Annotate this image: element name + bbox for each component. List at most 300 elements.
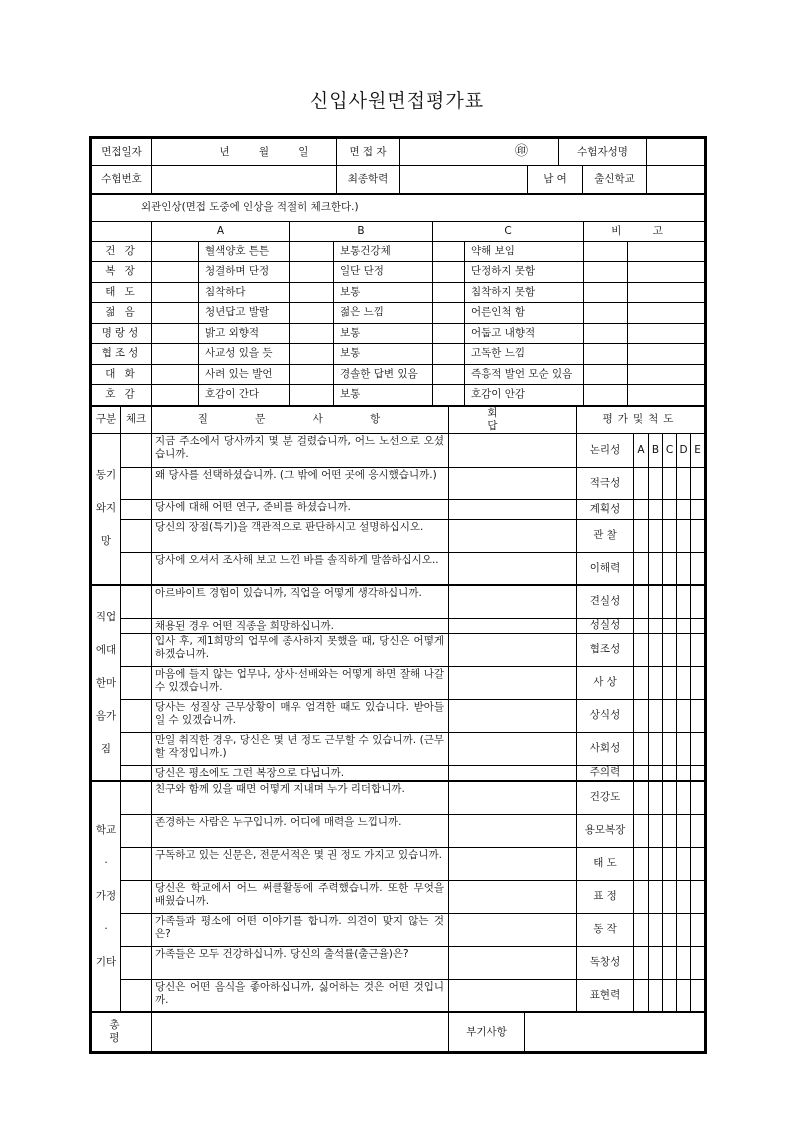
impression-row: [92, 262, 705, 283]
grade-cell[interactable]: [677, 781, 691, 814]
grade-cell[interactable]: [691, 467, 705, 499]
note-field[interactable]: [525, 1013, 704, 1051]
answer-field[interactable]: [449, 732, 577, 765]
question-row: [92, 618, 705, 633]
impression-row-label: 태 도: [92, 282, 152, 303]
answer-field[interactable]: [449, 552, 577, 585]
category-text: 한마: [95, 676, 117, 689]
rating-criterion: 동 작: [577, 913, 634, 946]
grade-cell[interactable]: [663, 946, 677, 979]
grade-cell[interactable]: [677, 880, 691, 913]
impression-row: [92, 303, 705, 324]
grade-cell[interactable]: [649, 618, 663, 633]
impression-note[interactable]: [584, 241, 628, 262]
question-row: [92, 814, 705, 847]
category-text: 음가: [95, 709, 117, 722]
question-text: 구독하고 있는 신문은, 전문서적은 몇 권 정도 가지고 있습니까.: [152, 847, 449, 880]
impression-option-a: 사교성 있을 듯: [199, 344, 290, 365]
category-text: 직업: [95, 610, 117, 623]
impression-option-b: 보통건강체: [334, 241, 433, 262]
impression-row: [92, 364, 705, 385]
impression-check-c[interactable]: [433, 262, 465, 283]
impression-check-c[interactable]: [433, 303, 465, 324]
impression-option-a: 호감이 간다: [199, 385, 290, 406]
grade-cell[interactable]: [649, 913, 663, 946]
impression-note[interactable]: [584, 364, 628, 385]
impression-check-c[interactable]: [433, 282, 465, 303]
question-text: 당신의 장점(특기)을 객관적으로 판단하시고 설명하십시오.: [152, 519, 449, 552]
grade-cell[interactable]: [677, 732, 691, 765]
grade-cell[interactable]: [677, 699, 691, 732]
grade-cell[interactable]: [649, 633, 663, 666]
grade-cell[interactable]: [691, 946, 705, 979]
impression-check-b[interactable]: [290, 344, 334, 365]
impression-heading: 외관인상(면접 도중에 인상을 적절히 체크한다.): [92, 194, 705, 221]
grade-cell[interactable]: [677, 633, 691, 666]
grade-cell[interactable]: [677, 618, 691, 633]
overall-field[interactable]: [152, 1012, 449, 1052]
grade-cell[interactable]: [634, 847, 649, 880]
gender-field[interactable]: 남 여: [528, 166, 583, 194]
question-check[interactable]: [121, 979, 152, 1012]
impression-option-b: 젊은 느낌: [334, 303, 433, 324]
impression-check-b[interactable]: [290, 364, 334, 385]
note-area: [449, 1012, 705, 1052]
grade-cell[interactable]: [677, 765, 691, 781]
question-row: [92, 699, 705, 732]
question-check[interactable]: [121, 618, 152, 633]
grade-cell[interactable]: [663, 732, 677, 765]
grade-cell[interactable]: [691, 880, 705, 913]
question-text: 당사는 성질상 근무상황이 매우 엄격한 때도 있습니다. 받아들일 수 있겠습니까.: [152, 699, 449, 732]
impression-note[interactable]: [584, 262, 628, 283]
impression-option-b: 보통: [334, 323, 433, 344]
page-title: 신입사원면접평가표: [309, 90, 485, 112]
question-text: 당신은 어떤 음식을 좋아하십니까, 싫어하는 것은 어떤 것입니까.: [152, 979, 449, 1012]
grade-cell[interactable]: [663, 633, 677, 666]
category-text: 학교: [95, 824, 117, 836]
grade-cell[interactable]: [663, 618, 677, 633]
question-row: [92, 765, 705, 781]
grade-cell[interactable]: [663, 781, 677, 814]
impression-check-a[interactable]: [152, 282, 199, 303]
grade-cell[interactable]: [691, 519, 705, 552]
impression-row-label: 호 감: [92, 385, 152, 406]
impression-check-a[interactable]: [152, 364, 199, 385]
question-row: [92, 847, 705, 880]
rating-criterion: 표 정: [577, 880, 634, 913]
grade-cell[interactable]: [691, 814, 705, 847]
impression-note[interactable]: [584, 385, 628, 406]
grade-cell[interactable]: [677, 979, 691, 1012]
grade-cell[interactable]: [691, 585, 705, 618]
note-header: 비 고: [584, 221, 705, 241]
grade-cell[interactable]: [691, 765, 705, 781]
school-label: 출신학교: [583, 166, 647, 194]
grade-cell[interactable]: [634, 499, 649, 519]
grade-cell[interactable]: [677, 847, 691, 880]
impression-option-a: 침착하다: [199, 282, 290, 303]
impression-row: [92, 385, 705, 406]
grade-cell[interactable]: [677, 519, 691, 552]
grade-cell[interactable]: [691, 781, 705, 814]
impression-option-c: 단정하지 못함: [465, 262, 584, 283]
grade-cell[interactable]: [663, 499, 677, 519]
impression-row-label: 협조성: [92, 344, 152, 365]
answer-field[interactable]: [449, 633, 577, 666]
impression-option-c: 침착하지 못함: [465, 282, 584, 303]
grade-cell[interactable]: [691, 633, 705, 666]
impression-note[interactable]: [584, 344, 628, 365]
question-row: [92, 732, 705, 765]
question-row: [92, 913, 705, 946]
answer-field[interactable]: [449, 519, 577, 552]
grade-cell[interactable]: [634, 946, 649, 979]
answer-field[interactable]: [449, 979, 577, 1012]
question-check[interactable]: [121, 781, 152, 814]
answer-field[interactable]: [449, 781, 577, 814]
examinee-name-field[interactable]: [647, 139, 705, 166]
col-c-header: C: [433, 221, 584, 241]
impression-option-c: 어둡고 내향적: [465, 323, 584, 344]
rating-criterion: 표현력: [577, 979, 634, 1012]
school-field[interactable]: [647, 166, 705, 194]
category-text: 망: [100, 535, 112, 548]
question-check[interactable]: [121, 519, 152, 552]
impression-check-c[interactable]: [433, 241, 465, 262]
grade-cell[interactable]: [677, 666, 691, 699]
question-check[interactable]: [121, 552, 152, 585]
question-check[interactable]: [121, 880, 152, 913]
grade-cell[interactable]: [649, 519, 663, 552]
answer-field[interactable]: [449, 814, 577, 847]
impression-note-extra[interactable]: [628, 262, 705, 283]
interview-date-label: 면접일자: [92, 139, 152, 166]
grade-cell[interactable]: [649, 499, 663, 519]
grade-cell[interactable]: [691, 666, 705, 699]
impression-check-b[interactable]: [290, 262, 334, 283]
grade-cell[interactable]: [634, 666, 649, 699]
impression-note-extra[interactable]: [628, 303, 705, 324]
impression-option-c: 호감이 안감: [465, 385, 584, 406]
grade-cell[interactable]: [634, 913, 649, 946]
impression-note-extra[interactable]: [628, 344, 705, 365]
impression-option-a: 사려 있는 발언: [199, 364, 290, 385]
category-text: 짐: [100, 742, 112, 755]
grade-cell[interactable]: [663, 765, 677, 781]
impression-note[interactable]: [584, 303, 628, 324]
grade-cell[interactable]: [663, 847, 677, 880]
question-row: [92, 666, 705, 699]
question-text: 당신은 평소에도 그런 복장으로 다닙니까.: [152, 765, 449, 781]
impression-row: [92, 241, 705, 262]
question-check[interactable]: [121, 913, 152, 946]
question-check[interactable]: [121, 666, 152, 699]
impression-row: [92, 323, 705, 344]
impression-check-c[interactable]: [433, 385, 465, 406]
grade-cell[interactable]: [634, 765, 649, 781]
grade-cell[interactable]: [649, 946, 663, 979]
grade-cell[interactable]: [649, 765, 663, 781]
impression-check-a[interactable]: [152, 323, 199, 344]
impression-check-b[interactable]: [290, 282, 334, 303]
grade-cell[interactable]: [691, 699, 705, 732]
grade-cell[interactable]: [677, 946, 691, 979]
question-check[interactable]: [121, 814, 152, 847]
impression-row-label: 건 강: [92, 241, 152, 262]
grade-cell[interactable]: [663, 814, 677, 847]
impression-option-b: 일단 단정: [334, 262, 433, 283]
grade-cell[interactable]: [677, 585, 691, 618]
grade-cell[interactable]: [691, 618, 705, 633]
grade-cell[interactable]: [691, 552, 705, 585]
question-check[interactable]: [121, 467, 152, 499]
impression-option-b: 보통: [334, 282, 433, 303]
rating-criterion: 용모복장: [577, 814, 634, 847]
grade-cell[interactable]: [663, 913, 677, 946]
grade-cell[interactable]: [649, 732, 663, 765]
impression-option-b: 보통: [334, 385, 433, 406]
rating-criterion: 상식성: [577, 699, 634, 732]
question-row: [92, 552, 705, 585]
grade-cell[interactable]: [634, 519, 649, 552]
category-text: 동기: [95, 469, 117, 482]
grade-cell[interactable]: [677, 814, 691, 847]
answer-field[interactable]: [449, 467, 577, 499]
question-header: 질 문 사 항: [152, 406, 449, 434]
grade-cell[interactable]: [663, 699, 677, 732]
category-text: 와지: [95, 502, 117, 515]
interview-date-field[interactable]: [152, 139, 337, 166]
grade-cell[interactable]: [649, 880, 663, 913]
grade-cell[interactable]: [677, 913, 691, 946]
grade-cell[interactable]: [634, 467, 649, 499]
month-label: 월: [258, 145, 269, 158]
rating-criterion: 건강도: [577, 781, 634, 814]
impression-check-a[interactable]: [152, 303, 199, 324]
question-check[interactable]: [121, 633, 152, 666]
impression-row-label: 젊 음: [92, 303, 152, 324]
grade-cell[interactable]: [663, 467, 677, 499]
col-a-header: A: [152, 221, 290, 241]
impression-note-extra[interactable]: [628, 282, 705, 303]
impression-option-a: 밝고 외향적: [199, 323, 290, 344]
question-check[interactable]: [121, 499, 152, 519]
impression-note[interactable]: [584, 323, 628, 344]
impression-note-extra[interactable]: [628, 364, 705, 385]
check-header: 체크: [121, 406, 152, 434]
grade-cell[interactable]: [677, 552, 691, 585]
impression-note-extra[interactable]: [628, 385, 705, 406]
question-row: [92, 433, 705, 467]
grade-cell[interactable]: [634, 552, 649, 585]
col-b-header: B: [290, 221, 433, 241]
impression-check-b[interactable]: [290, 241, 334, 262]
question-check[interactable]: [121, 765, 152, 781]
grade-cell[interactable]: [649, 699, 663, 732]
grade-cell[interactable]: [677, 467, 691, 499]
answer-field[interactable]: [449, 847, 577, 880]
question-check[interactable]: [121, 732, 152, 765]
impression-check-a[interactable]: [152, 385, 199, 406]
grade-cell[interactable]: [691, 499, 705, 519]
grade-cell[interactable]: [649, 814, 663, 847]
question-category: [92, 585, 121, 781]
grade-cell[interactable]: [663, 519, 677, 552]
question-row: [92, 880, 705, 913]
rating-criterion: 사회성: [577, 732, 634, 765]
grade-cell[interactable]: [634, 979, 649, 1012]
answer-field[interactable]: [449, 699, 577, 732]
impression-option-a: 혈색양호 튼튼: [199, 241, 290, 262]
grade-cell[interactable]: [677, 499, 691, 519]
question-text: 만일 취직한 경우, 당신은 몇 년 정도 근무할 수 있습니까. (근무할 작정입니까.): [152, 732, 449, 765]
question-check[interactable]: [121, 699, 152, 732]
grade-cell[interactable]: [634, 781, 649, 814]
impression-table: [91, 193, 705, 406]
day-label: 일: [298, 145, 309, 158]
question-row: [92, 946, 705, 979]
grade-cell[interactable]: [663, 552, 677, 585]
question-text: 당사에 오셔서 조사해 보고 느낀 바를 솔직하게 말씀하십시오..: [152, 552, 449, 585]
grade-cell[interactable]: [634, 618, 649, 633]
impression-check-c[interactable]: [433, 323, 465, 344]
impression-check-c[interactable]: [433, 344, 465, 365]
question-text: 입사 후, 제1희망의 업무에 종사하지 못했을 때, 당신은 어떻게 하겠습니까.: [152, 633, 449, 666]
rating-criterion: 견실성: [577, 585, 634, 618]
answer-field[interactable]: [449, 913, 577, 946]
grade-cell[interactable]: [663, 666, 677, 699]
impression-option-a: 청결하며 단정: [199, 262, 290, 283]
answer-field[interactable]: [449, 666, 577, 699]
impression-check-a[interactable]: [152, 344, 199, 365]
overall-label: 총 평: [92, 1012, 152, 1052]
question-category: [92, 781, 121, 1012]
answer-field[interactable]: [449, 880, 577, 913]
grade-cell: B: [649, 433, 663, 467]
rating-criterion: 독창성: [577, 946, 634, 979]
impression-option-c: 즉흥적 발언 모순 있음: [465, 364, 584, 385]
category-text: 가정: [95, 890, 117, 902]
category-text: ·: [104, 923, 108, 935]
question-text: 당신은 학교에서 어느 써클활동에 주력했습니까. 또한 무엇을 배웠습니까.: [152, 880, 449, 913]
impression-note-extra[interactable]: [628, 241, 705, 262]
grade-cell[interactable]: [634, 699, 649, 732]
grade-cell: E: [691, 433, 705, 467]
grade-cell[interactable]: [634, 585, 649, 618]
category-text: 에대: [95, 643, 117, 656]
question-check[interactable]: [121, 946, 152, 979]
examinee-name-label: 수험자성명: [559, 139, 647, 166]
grade-cell[interactable]: [649, 585, 663, 618]
answer-field[interactable]: [449, 618, 577, 633]
grade-cell[interactable]: [663, 979, 677, 1012]
answer-field[interactable]: [449, 585, 577, 618]
grade-cell[interactable]: [649, 781, 663, 814]
impression-note-extra[interactable]: [628, 323, 705, 344]
impression-check-b[interactable]: [290, 385, 334, 406]
rating-criterion: 적극성: [577, 467, 634, 499]
grade-cell: D: [677, 433, 691, 467]
grade-cell[interactable]: [691, 732, 705, 765]
grade-cell[interactable]: [663, 585, 677, 618]
impression-corner: [92, 221, 152, 241]
question-category: [92, 433, 121, 585]
impression-check-b[interactable]: [290, 323, 334, 344]
question-row: [92, 519, 705, 552]
interviewer-field[interactable]: [400, 139, 559, 166]
grade-cell[interactable]: [691, 847, 705, 880]
rating-criterion: 성실성: [577, 618, 634, 633]
seal-mark: ㊞: [515, 144, 529, 159]
answer-field[interactable]: [449, 433, 577, 467]
exam-no-label: 수험번호: [92, 166, 152, 194]
question-text: 친구와 함께 있을 때면 어떻게 지내며 누가 리더합니까.: [152, 781, 449, 814]
note-label: 부기사항: [449, 1013, 525, 1051]
question-text: 가족들은 모두 건강하십니까. 당신의 출석률(출근율)은?: [152, 946, 449, 979]
header-table: [91, 138, 705, 194]
impression-row-label: 복 장: [92, 262, 152, 283]
impression-row: [92, 344, 705, 365]
answer-field[interactable]: [449, 946, 577, 979]
rating-criterion: 사 상: [577, 666, 634, 699]
education-label: 최종학력: [337, 166, 400, 194]
grade-cell[interactable]: [634, 880, 649, 913]
impression-check-c[interactable]: [433, 364, 465, 385]
grade-cell[interactable]: [634, 814, 649, 847]
rating-criterion: 협조성: [577, 633, 634, 666]
category-header: 구분: [92, 406, 121, 434]
exam-no-field[interactable]: [152, 166, 337, 194]
grade-cell[interactable]: [649, 666, 663, 699]
question-check[interactable]: [121, 847, 152, 880]
impression-note[interactable]: [584, 282, 628, 303]
grade-cell[interactable]: [634, 633, 649, 666]
impression-check-a[interactable]: [152, 262, 199, 283]
question-text: 가족들과 평소에 어떤 이야기를 합니까. 의견이 맞지 않는 것은?: [152, 913, 449, 946]
evaluation-form: [89, 136, 707, 1054]
year-label: 년: [219, 145, 230, 158]
category-text: 기타: [95, 956, 117, 968]
question-text: 아르바이트 경험이 있습니까, 직업을 어떻게 생각하십니까.: [152, 585, 449, 618]
grade-cell[interactable]: [649, 847, 663, 880]
education-field[interactable]: [400, 166, 528, 194]
rating-criterion: 논리성: [577, 433, 634, 467]
impression-row-label: 대 화: [92, 364, 152, 385]
grade-cell[interactable]: [634, 732, 649, 765]
impression-check-b[interactable]: [290, 303, 334, 324]
grade-cell[interactable]: [691, 913, 705, 946]
question-check[interactable]: [121, 433, 152, 467]
grade-cell: A: [634, 433, 649, 467]
question-row: [92, 467, 705, 499]
question-check[interactable]: [121, 585, 152, 618]
grade-cell: C: [663, 433, 677, 467]
rating-criterion: 주의력: [577, 765, 634, 781]
answer-field[interactable]: [449, 499, 577, 519]
grade-cell[interactable]: [691, 979, 705, 1012]
impression-option-b: 경솔한 답변 있음: [334, 364, 433, 385]
question-text: 왜 당사를 선택하셨습니까. (그 밖에 어떤 곳에 응시했습니까.): [152, 467, 449, 499]
question-row: [92, 585, 705, 618]
grade-cell[interactable]: [649, 467, 663, 499]
question-text: 마음에 들지 않는 업무나, 상사·선배와는 어떻게 하면 잘해 나갈 수 있겠습니까.: [152, 666, 449, 699]
grade-cell[interactable]: [649, 552, 663, 585]
answer-field[interactable]: [449, 765, 577, 781]
grade-cell[interactable]: [663, 880, 677, 913]
impression-check-a[interactable]: [152, 241, 199, 262]
grade-cell[interactable]: [649, 979, 663, 1012]
